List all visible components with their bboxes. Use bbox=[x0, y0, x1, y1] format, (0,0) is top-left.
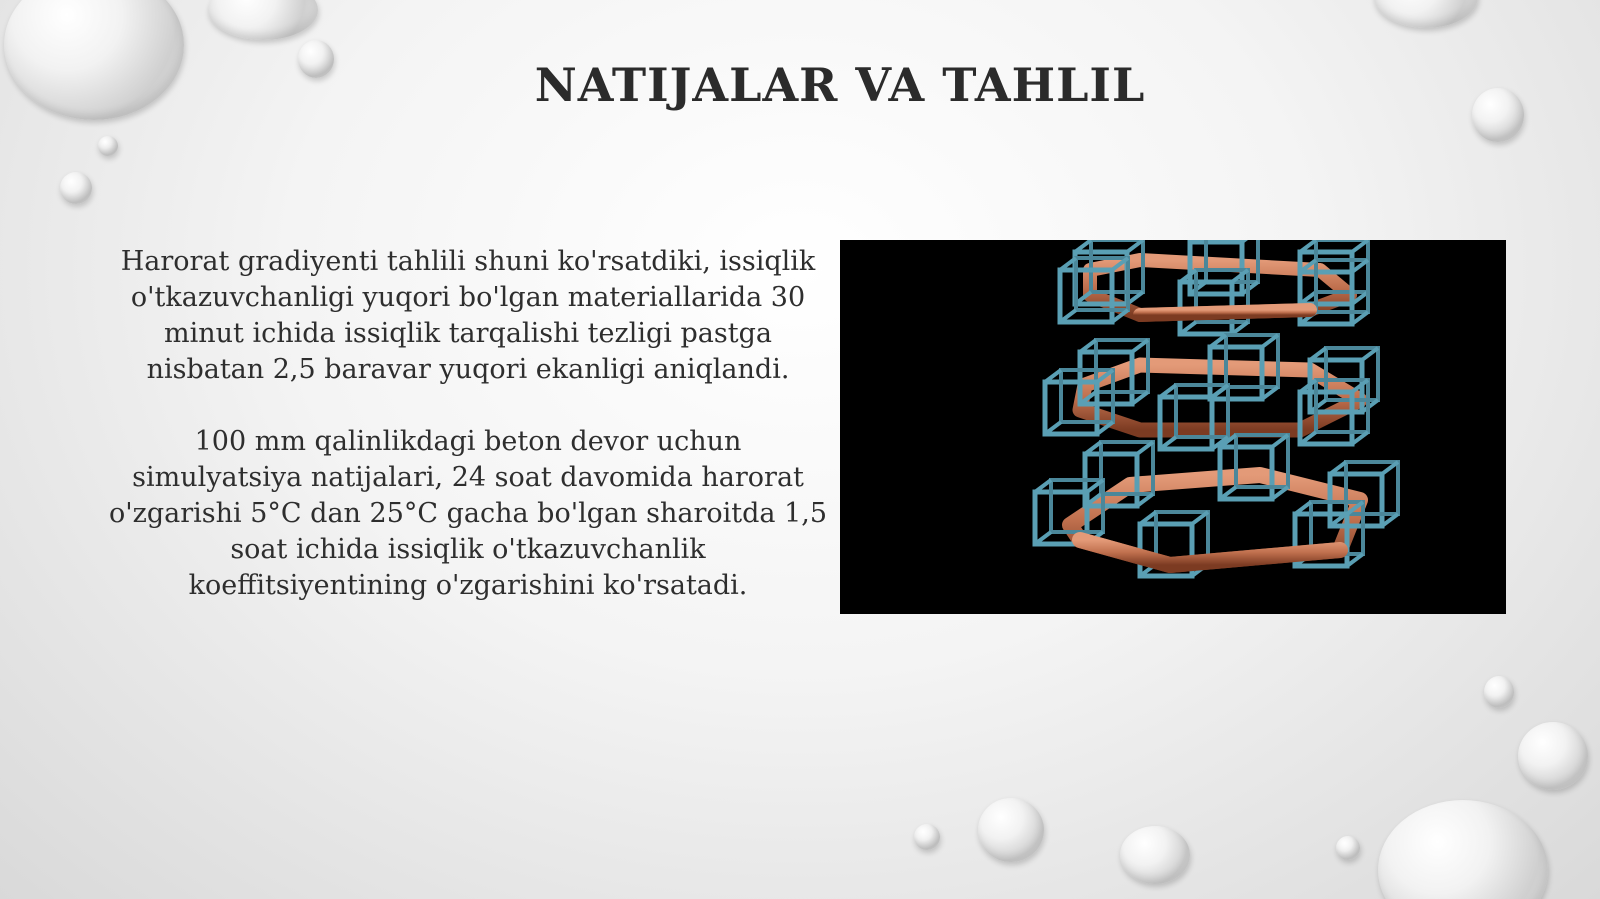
water-drop-icon bbox=[4, 0, 184, 120]
framework-illustration bbox=[840, 240, 1506, 614]
water-drop-icon bbox=[98, 136, 118, 156]
water-drop-icon bbox=[1378, 800, 1548, 899]
water-drop-icon bbox=[1336, 836, 1360, 860]
molecular-framework-image bbox=[840, 240, 1506, 614]
water-drop-icon bbox=[1120, 826, 1190, 884]
water-drop-icon bbox=[914, 824, 940, 850]
water-drop-icon bbox=[60, 172, 92, 204]
water-drop-icon bbox=[208, 0, 318, 40]
water-drop-icon bbox=[1484, 676, 1514, 708]
water-drop-icon bbox=[1518, 722, 1588, 790]
paragraph-2: 100 mm qalinlikdagi beton devor uchun simulyatsiya natijalari, 24 soat davomida harorat o'zgarishi 5°C dan 25°C gacha bo'lgan sharoitda 1,5 soat ichida issiqlik o'tkazuvchanlik koeffitsiyentining o'zgarishini ko'rsatadi. bbox=[108, 426, 828, 601]
water-drop-icon bbox=[1472, 88, 1524, 142]
water-drop-icon bbox=[1374, 0, 1478, 28]
slide-title: NATIJALAR VA TAHLIL bbox=[534, 58, 1146, 112]
paragraph-1: Harorat gradiyenti tahlili shuni ko'rsatdiki, issiqlik o'tkazuvchanligi yuqori bo'lgan materiallarida 30 minut ichida issiqlik tarqalishi tezligi pastga nisbatan 2,5 baravar yuqori ekanligi aniqlandi. bbox=[120, 246, 816, 385]
body-text bbox=[108, 244, 828, 604]
water-drop-icon bbox=[978, 798, 1044, 862]
